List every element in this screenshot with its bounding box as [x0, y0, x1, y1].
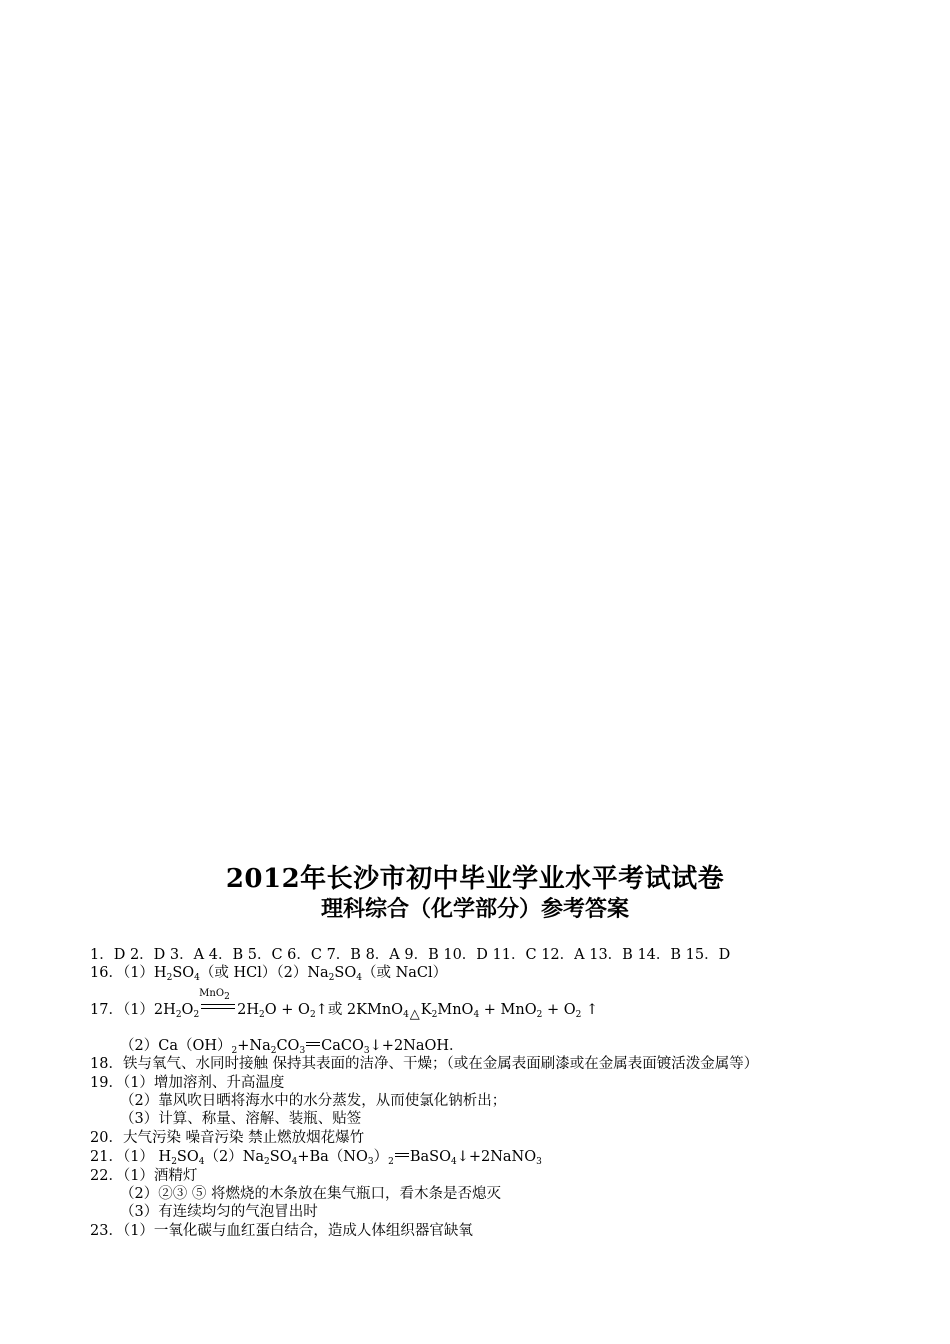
answer-19-l3: （3）计算、称量、溶解、装瓶、贴签: [120, 1111, 362, 1127]
answer-20: 20．大气污染 噪音污染 禁止燃放烟花爆竹: [90, 1130, 365, 1146]
answer-16: 16．$(1)H_2SO_4$（或 $HCl)(2)Na_2SO_4$（或 NaCl）: [90, 965, 448, 983]
answer-17-part2: $(2)Ca(OH)_2+Na_2CO_3$ CaCO$_3$↓+2NaOH．: [120, 1038, 464, 1056]
answer-19-l2: （2）靠风吹日晒将海水中的水分蒸发，从而使氯化钠析出；: [120, 1093, 507, 1109]
answer-22-l3: （3）有连续均匀的气泡冒出时: [120, 1204, 318, 1220]
answer-17-part1: 17．$(1)2H_2O_2$ MnO$_2$ $2H_2O$ + $O_2↑$或 $2KMnO_4\triangle K_2MnO_4 + MnO_2 + O_2$ ↑: [90, 1001, 598, 1024]
document-subtitle: 理科综合（化学部分）参考答案: [320, 896, 629, 922]
answer-21: 21．（1） $H_2SO_4(2)Na_2SO_4+Ba(NO_3)_2$ BaSO$_4$↓+2NaNO$_3$: [90, 1149, 542, 1167]
catalyst-label: MnO$_2$: [199, 988, 230, 1002]
mc-answers: 1．D 2．D 3．A 4．B 5．C 6．C 7．B 8．A 9．B 10．D 11．C 12．A 13．B 14．B 15．D: [90, 947, 731, 963]
answer-19-l1: 19．（1）增加溶剂、升高温度: [90, 1075, 285, 1091]
heat-symbol: △: [409, 1007, 420, 1022]
answer-18: 18．铁与氧气、水同时接触 保持其表面的洁净、干燥；（或在金属表面刷漆或在金属表面镀活泼金属等）: [90, 1056, 759, 1072]
answer-22-l2: （2）②③ ⑤ 将燃烧的木条放在集气瓶口，看木条是否熄灭: [120, 1186, 501, 1202]
catalyst-equals: [199, 988, 237, 1019]
answer-22-l1: 22．（1）酒精灯: [90, 1168, 198, 1184]
document-title: 2012年长沙市初中毕业学业水平考试试卷: [225, 864, 725, 894]
answer-23: 23．（1）一氧化碳与血红蛋白结合，造成人体组织器官缺氧: [90, 1223, 473, 1239]
